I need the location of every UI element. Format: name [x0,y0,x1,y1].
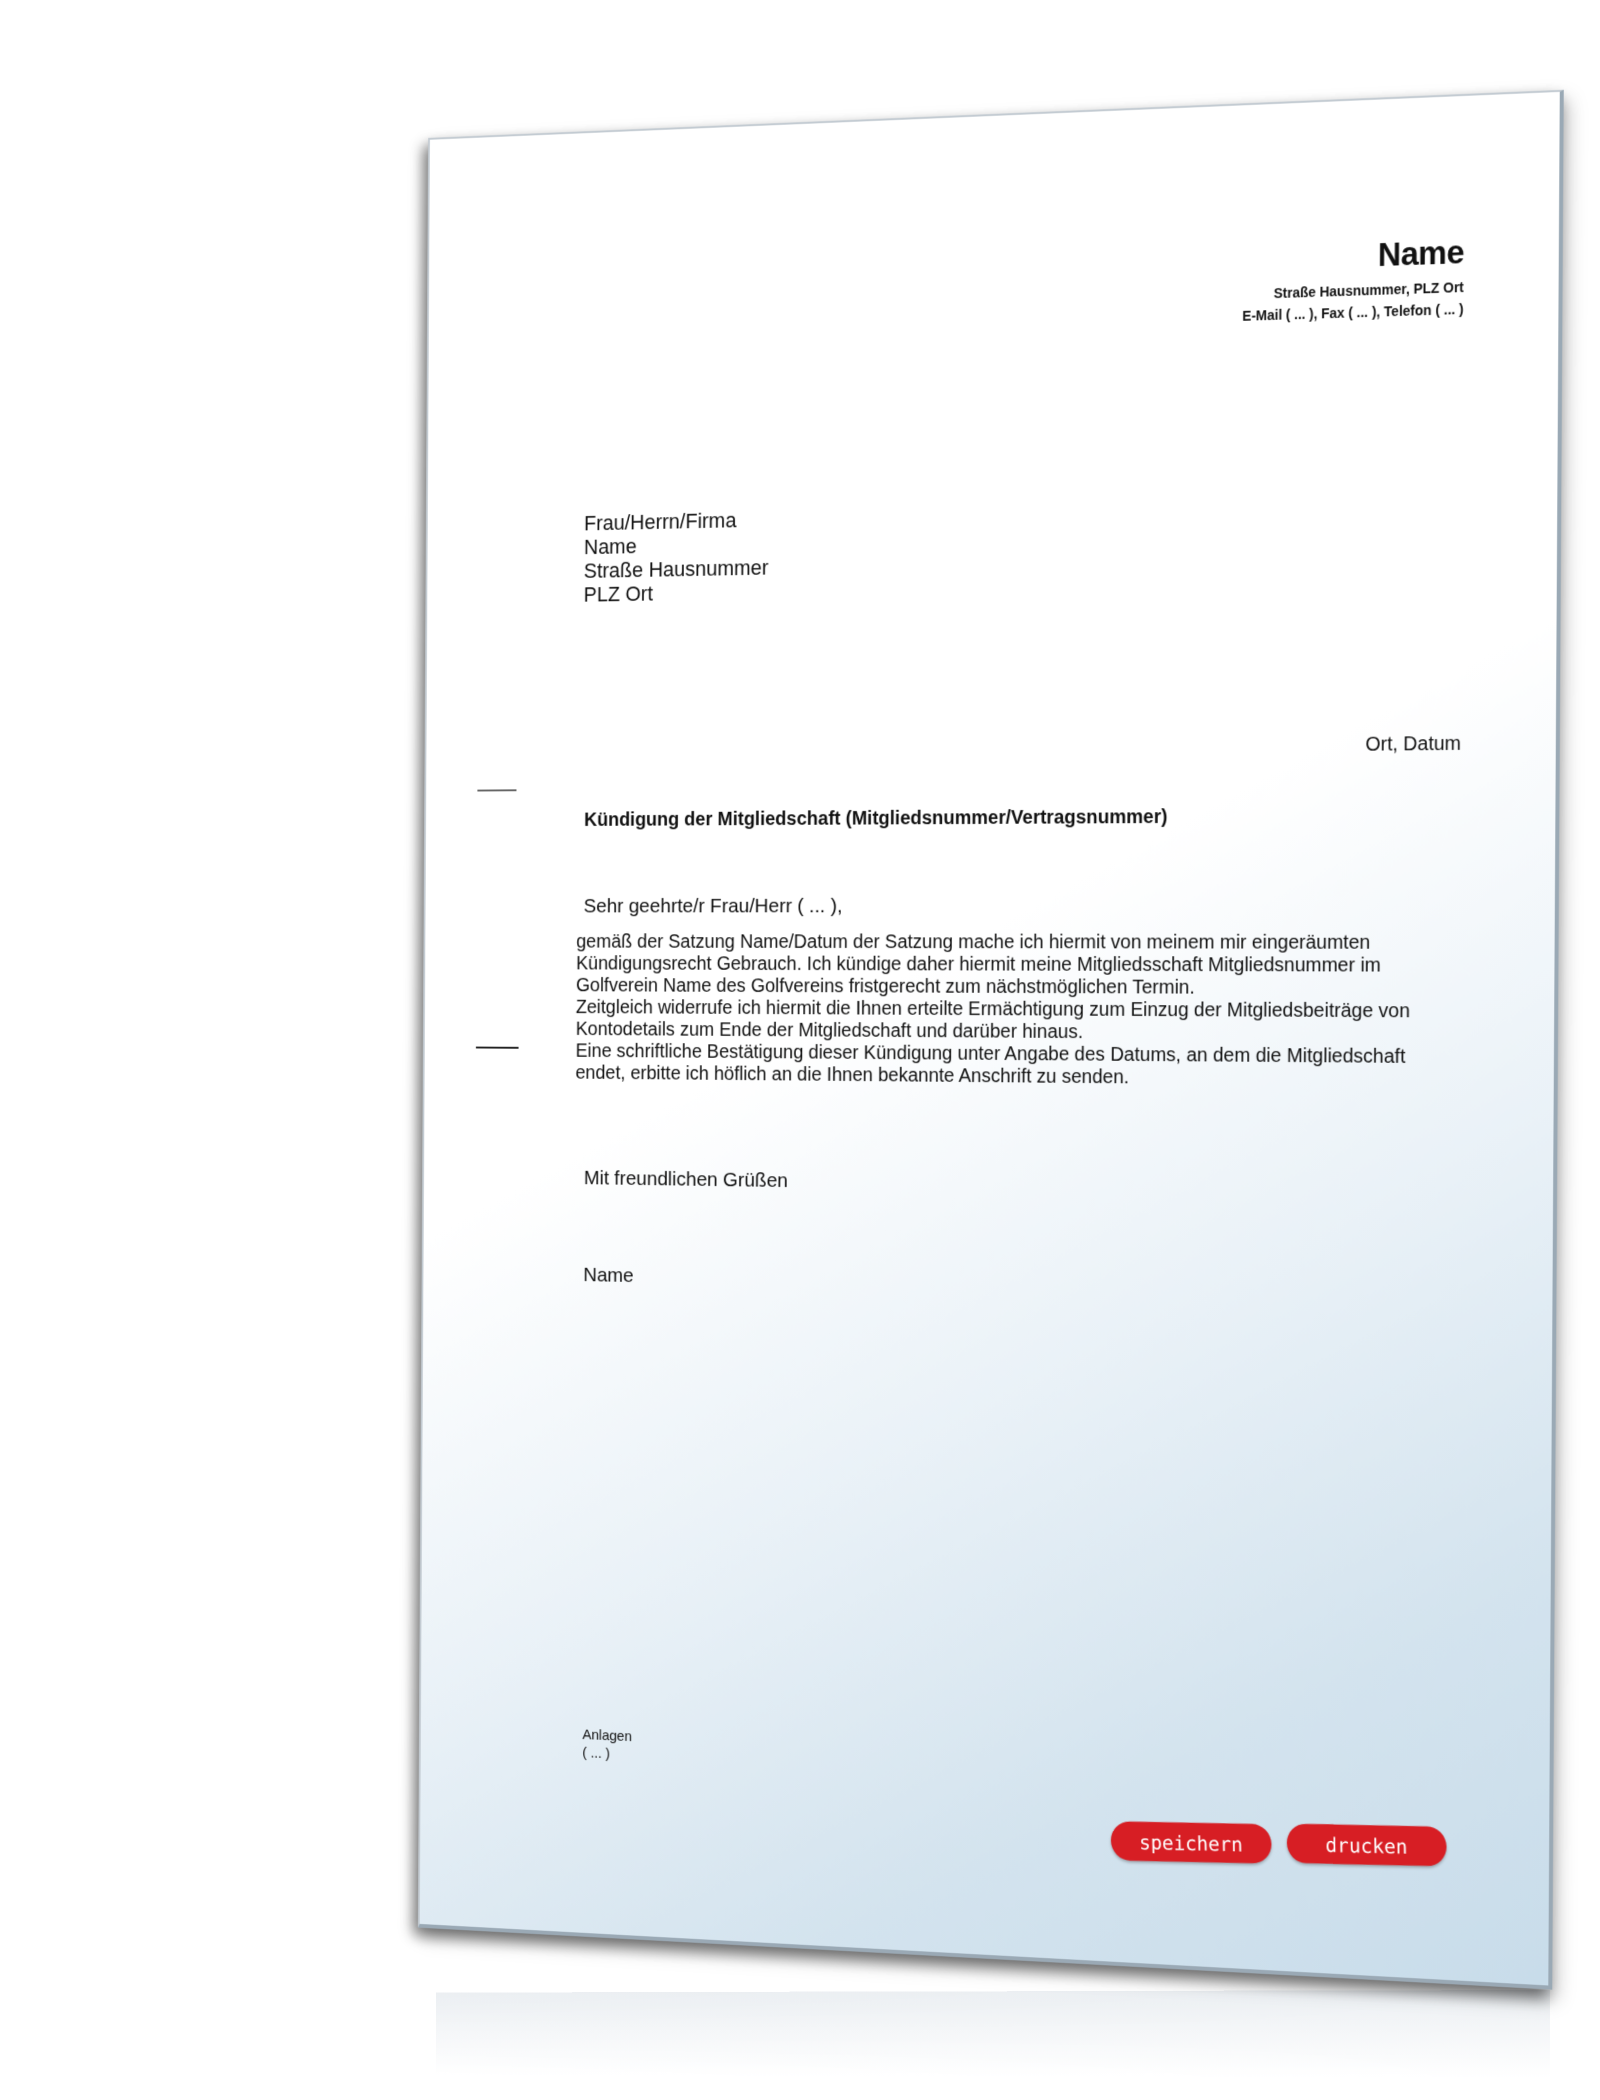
body-line: Golfverein Name des Golfvereins fristgerecht zum nächstmöglichen Termin. [575,975,1195,999]
attachments-label: Anlagen [582,1726,632,1745]
fold-mark-top [477,789,516,791]
sheet-reflection [436,1990,1550,2080]
body-line: Kontodetails zum Ende der Mitgliedschaft und darüber hinaus. [575,1018,1084,1043]
signature-name: Name [583,1263,634,1287]
recipient-salutation-line: Frau/Herrn/Firma [584,508,737,536]
place-date: Ort, Datum [1365,732,1462,756]
letter-sheet [418,90,1564,1990]
attachments-value: ( ... ) [582,1744,611,1763]
attachments-block [582,1726,632,1764]
save-button[interactable]: speichern [1111,1821,1272,1864]
body-line: Zeitgleich widerrufe ich hiermit die Ihnen erteilte Ermächtigung zum Einzug der Mitgliedsbeiträge von [575,996,1411,1023]
fold-mark-middle [476,1047,519,1049]
letter-salutation: Sehr geehrte/r Frau/Herr ( ... ), [583,894,843,918]
body-line: Eine schriftliche Bestätigung dieser Kündigung unter Angabe des Datums, an dem die Mitgliedschaft [575,1040,1406,1068]
body-line: endet, erbitte ich höflich an die Ihnen bekannte Anschrift zu senden. [575,1062,1130,1089]
recipient-city: PLZ Ort [583,581,653,607]
body-line: Kündigungsrecht Gebrauch. Ich kündige daher hiermit meine Mitgliedsschaft Mitgliedsnummer im [576,953,1382,977]
letter-body [575,931,1418,1091]
letter-subject: Kündigung der Mitgliedschaft (Mitgliedsnummer/Vertragsnummer) [584,806,1168,831]
print-button[interactable]: drucken [1287,1823,1447,1866]
letter-closing: Mit freundlichen Grüßen [583,1167,789,1192]
sender-contact: E-Mail ( ... ), Fax ( ... ), Telefon ( ... ) [1242,300,1464,324]
sender-address: Straße Hausnummer, PLZ Ort [1273,279,1464,302]
recipient-address-block [584,507,769,606]
recipient-name: Name [583,534,637,559]
body-line: gemäß der Satzung Name/Datum der Satzung mache ich hiermit von meinem mir eingeräumten [576,931,1371,954]
recipient-street: Straße Hausnummer [583,555,769,583]
sender-name: Name [1377,233,1465,274]
